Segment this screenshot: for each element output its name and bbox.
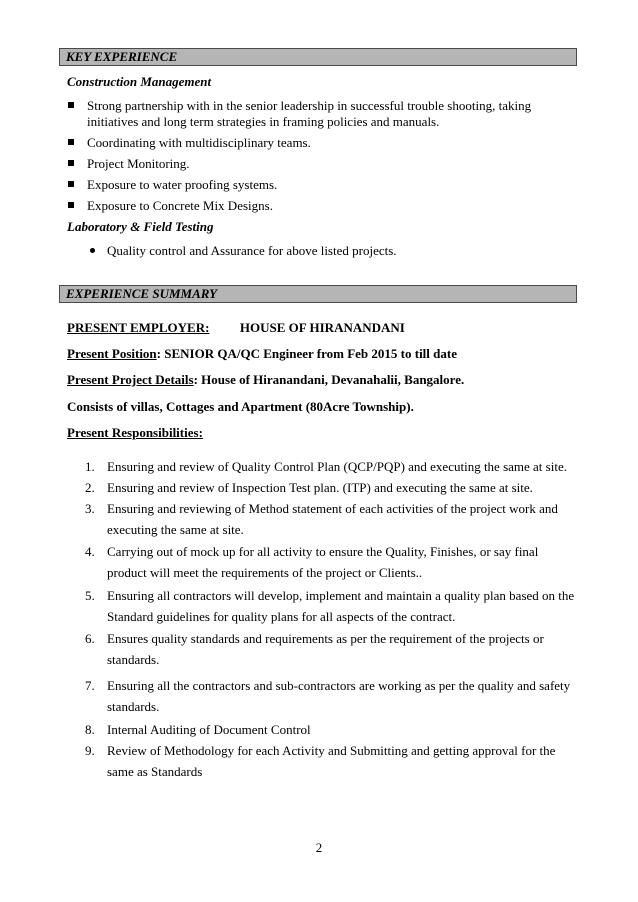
bullet-text: Coordinating with multidisciplinary teams.	[87, 135, 311, 150]
item-number: 4.	[85, 544, 95, 559]
page-number: 2	[315, 840, 323, 855]
position-value: : SENIOR QA/QC Engineer from Feb 2015 to till date	[156, 346, 457, 361]
item-number: 7.	[85, 678, 95, 693]
item-text: Ensures quality standards and requirements as per the requirement of the projects or standards.	[107, 631, 544, 667]
bullet-text: Exposure to water proofing systems.	[87, 177, 278, 192]
consists-line: Consists of villas, Cottages and Apartment (80Acre Township).	[67, 399, 414, 414]
item-number: 1.	[85, 459, 95, 474]
item-number: 3.	[85, 501, 95, 516]
bullet-text: Quality control and Assurance for above listed projects.	[107, 243, 397, 258]
item-text: Internal Auditing of Document Control	[107, 722, 311, 737]
square-bullet-icon	[68, 202, 74, 208]
item-number: 5.	[85, 588, 95, 603]
item-number: 9.	[85, 743, 95, 758]
present-responsibilities-heading: Present Responsibilities:	[67, 425, 203, 440]
position-label: Present Position	[67, 346, 157, 361]
bullet-text: Strong partnership with in the senior leadership in successful trouble shooting, taking initiatives and long term strategies in framing policies and manuals.	[87, 98, 532, 129]
item-text: Ensuring and review of Quality Control Plan (QCP/PQP) and executing the same at site.	[107, 459, 567, 474]
round-bullet-icon	[90, 248, 95, 253]
item-number: 6.	[85, 631, 95, 646]
square-bullet-icon	[68, 102, 74, 108]
project-label: Present Project Details	[67, 372, 194, 387]
bullet-text: Project Monitoring.	[87, 156, 190, 171]
present-position-line	[67, 346, 457, 362]
item-text: Ensuring and reviewing of Method statement of each activities of the project work and executing the same at site.	[107, 501, 558, 537]
item-text: Ensuring and review of Inspection Test plan. (ITP) and executing the same at site.	[107, 480, 533, 495]
item-text: Ensuring all the contractors and sub-contractors are working as per the quality and safety standards.	[107, 678, 571, 714]
construction-management-heading: Construction Management	[67, 74, 212, 89]
item-text: Carrying out of mock up for all activity to ensure the Quality, Finishes, or say final product will meet the requirements of the project or Clients..	[107, 544, 539, 580]
employer-value: HOUSE OF HIRANANDANI	[239, 320, 405, 335]
bullet-text: Exposure to Concrete Mix Designs.	[87, 198, 273, 213]
employer-label: PRESENT EMPLOYER:	[67, 320, 210, 335]
project-value: : House of Hiranandani, Devanahalii, Bangalore.	[193, 372, 465, 387]
item-number: 8.	[85, 722, 95, 737]
laboratory-field-testing-heading: Laboratory & Field Testing	[67, 219, 214, 234]
item-text: Review of Methodology for each Activity and Submitting and getting approval for the same as Standards	[107, 743, 556, 779]
item-number: 2.	[85, 480, 95, 495]
square-bullet-icon	[68, 181, 74, 187]
experience-summary-header: EXPERIENCE SUMMARY	[59, 285, 577, 303]
square-bullet-icon	[68, 160, 74, 166]
present-employer-line	[67, 320, 405, 336]
square-bullet-icon	[68, 139, 74, 145]
item-text: Ensuring all contractors will develop, implement and maintain a quality plan based on the Standard guidelines for quality plans for all aspects of the contract.	[107, 588, 575, 624]
key-experience-header: KEY EXPERIENCE	[59, 48, 577, 66]
project-details-line	[67, 372, 464, 388]
